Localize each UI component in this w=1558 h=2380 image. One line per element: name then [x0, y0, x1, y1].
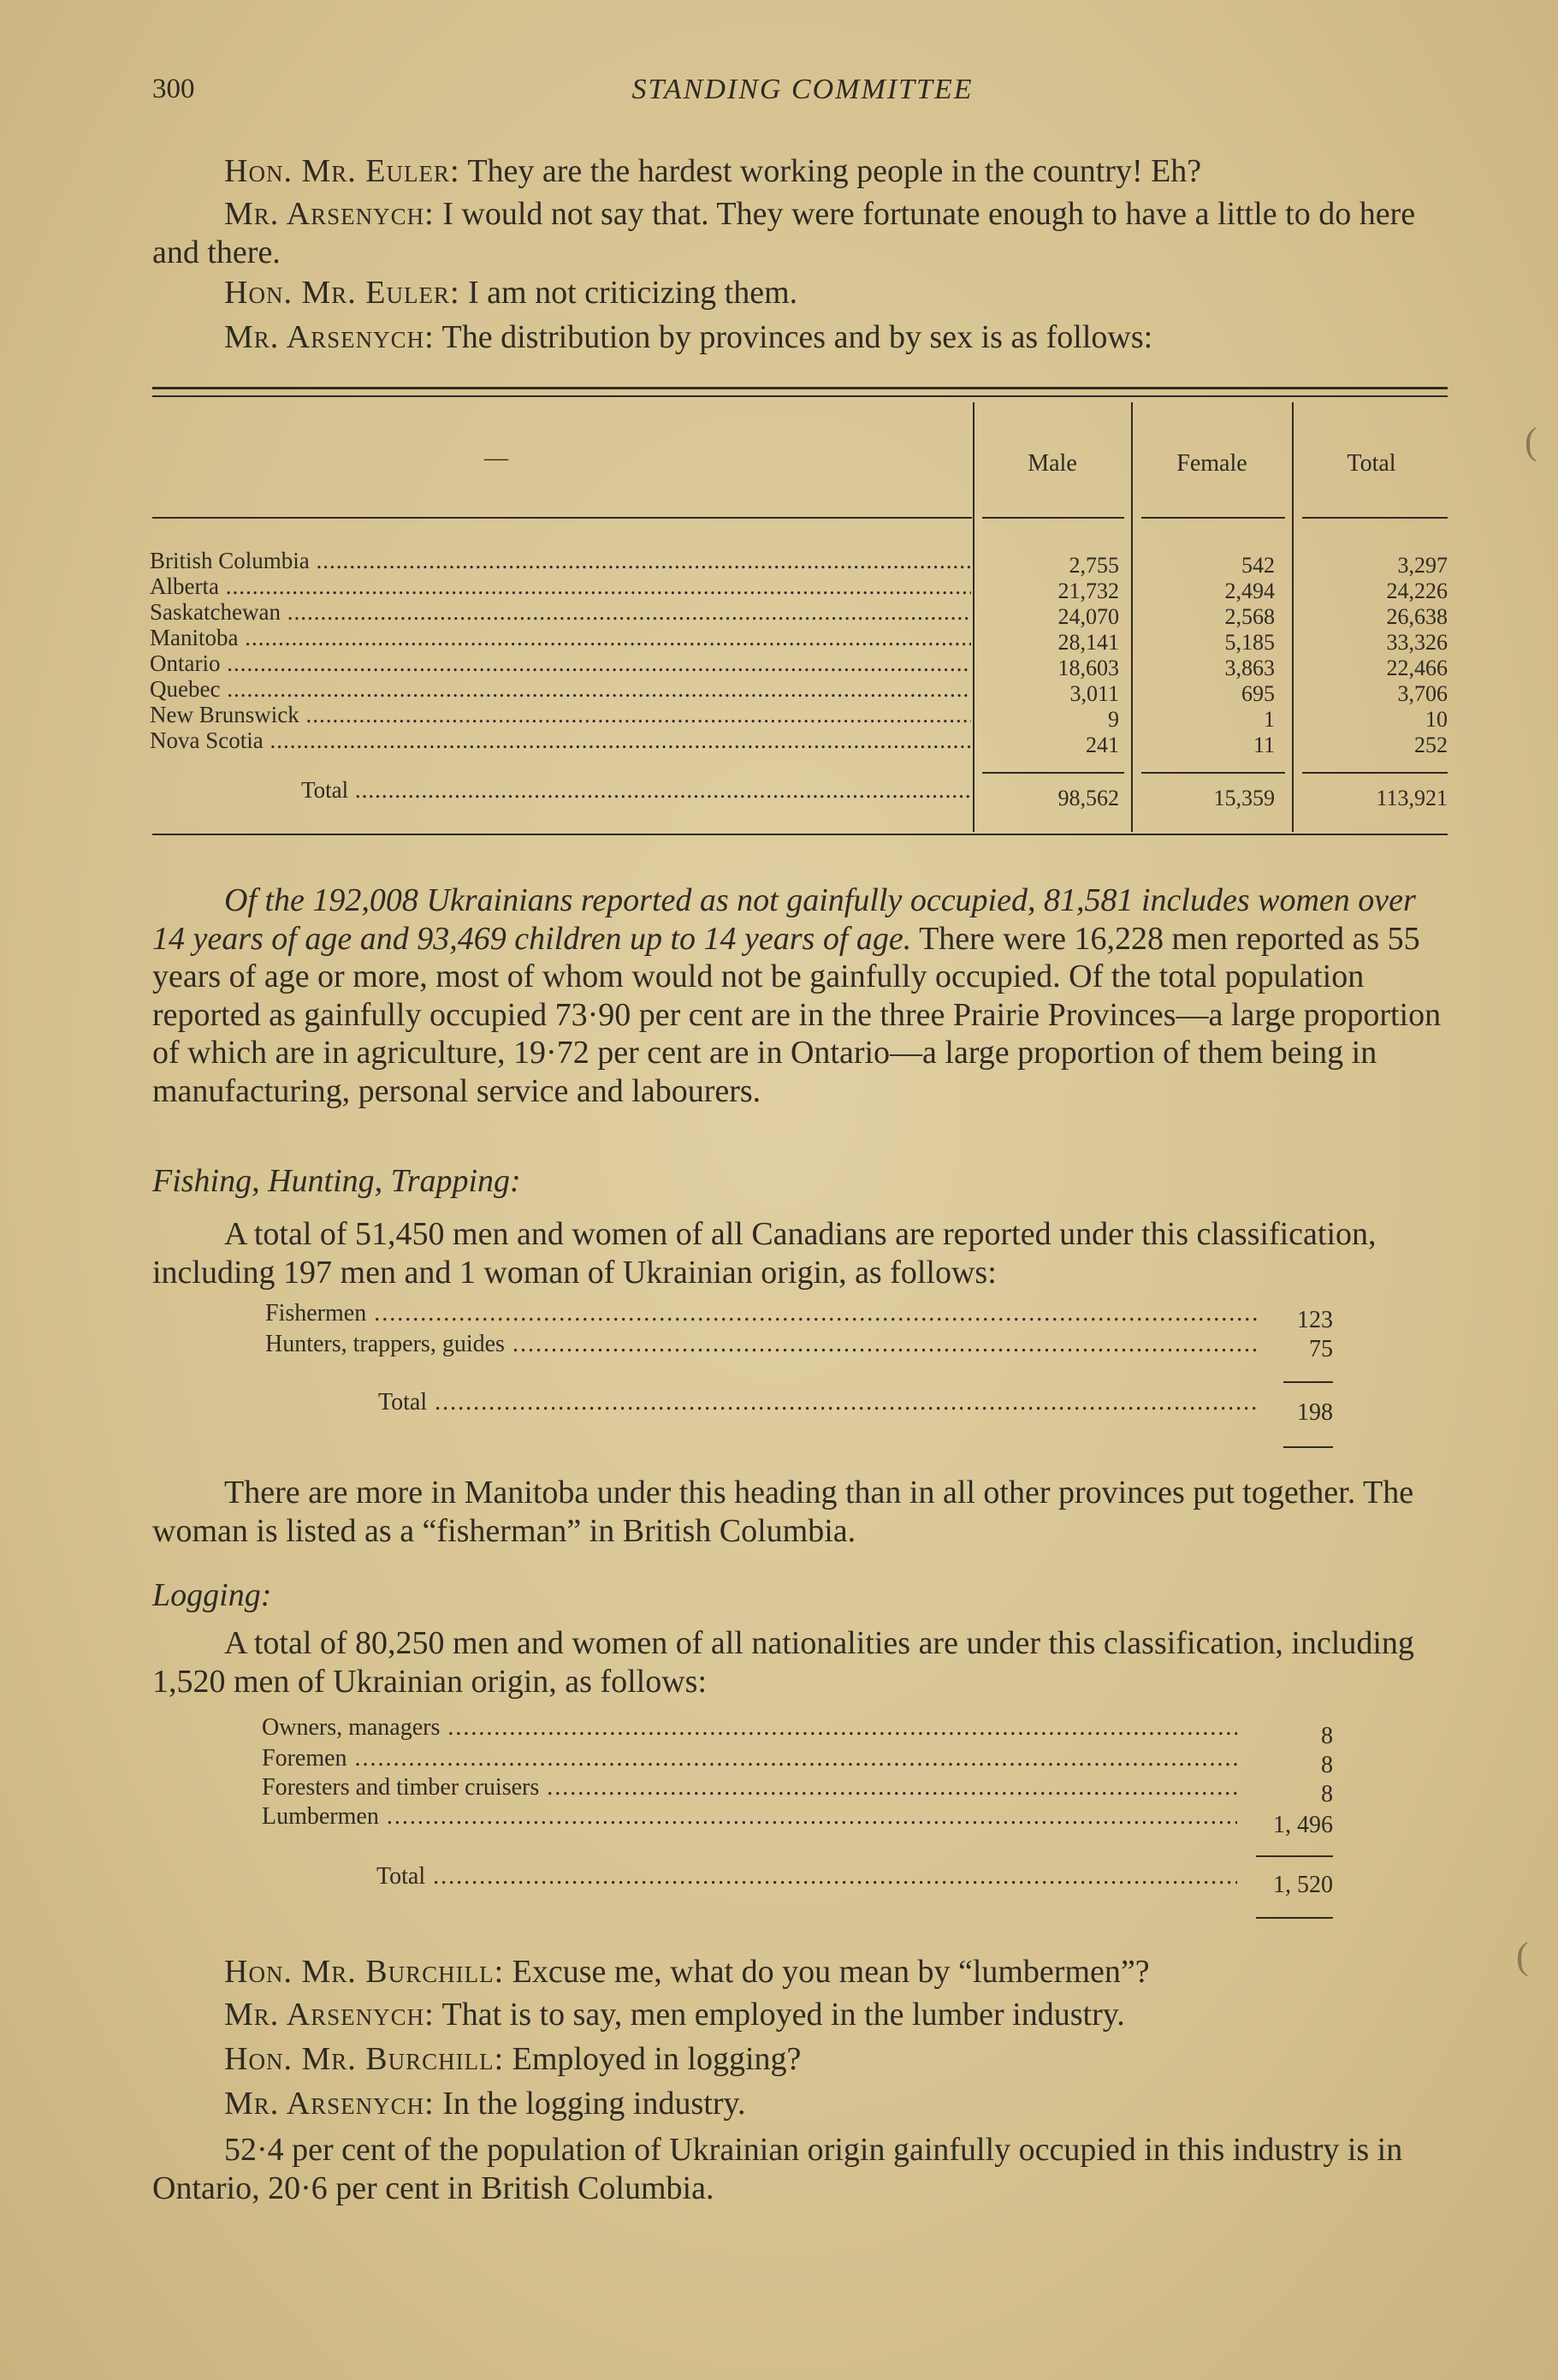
list-item-label: Lumbermen ..... [262, 1802, 1237, 1831]
table-top-rule-2 [152, 395, 1448, 397]
table-cell-female: 3,863 [1224, 656, 1275, 680]
fishing-after: There are more in Manitoba under this heading than in all other provinces put together. The woman is listed as a “fisherman” in British Columbia. [152, 1475, 1414, 1549]
speaker: Mr. Arsenych: [224, 2086, 435, 2122]
dialogue-line [152, 2085, 1446, 2123]
table-cell-total: 252 [1414, 733, 1448, 757]
speaker: Mr. Arsenych: [224, 319, 435, 355]
list-item-label: Owners, managers ..... [262, 1713, 1237, 1742]
dialogue-line [152, 152, 1446, 191]
column-divider [1292, 402, 1294, 832]
margin-stain-mark: ( [1516, 1935, 1529, 1977]
list-item-value: 8 [1321, 1752, 1333, 1778]
list-item-value: 1, 496 [1273, 1812, 1333, 1838]
table-cell-male: 3,011 [1069, 681, 1119, 706]
speaker: Hon. Mr. Euler: [224, 153, 460, 189]
italic-text: Of the 192,008 Ukrainians reported as not gainfully occupied, 81,581 includes women over 14 years of age and 93,469 children up to 14 years of age. [152, 882, 1416, 957]
table-cell-total: 33,326 [1386, 630, 1448, 655]
sum-rule-bottom [1256, 1917, 1333, 1919]
header-rule [1141, 517, 1285, 519]
table-row-label: Ontario ..... [150, 650, 971, 676]
table-row-label: Alberta ..... [150, 573, 971, 599]
section-heading-logging: Logging: [152, 1577, 272, 1613]
table-cell-total: 3,706 [1397, 681, 1448, 706]
table-cell-female: 542 [1241, 553, 1275, 578]
table-cell-female: 1 [1264, 707, 1275, 732]
stub-header: — [484, 445, 508, 472]
list-item-label: Fishermen ..... [265, 1299, 1258, 1328]
list-item-value: 75 [1309, 1336, 1333, 1362]
section-heading-fishing: Fishing, Hunting, Trapping: [152, 1163, 521, 1199]
table-cell-male: 21,732 [1057, 579, 1119, 603]
dialogue-line [152, 1953, 1446, 1991]
page-header [152, 74, 1453, 116]
table-top-rule [152, 387, 1448, 389]
table-row-label: New Brunswick ..... [150, 702, 971, 727]
speech: That is to say, men employed in the lumber industry. [434, 1997, 1125, 2033]
table-cell-male: 9 [1108, 707, 1119, 732]
list-item-value: 8 [1321, 1723, 1333, 1749]
header-rule [1302, 517, 1448, 519]
table-cell-male: 28,141 [1057, 630, 1119, 655]
table-row-label: British Columbia ..... [150, 548, 971, 573]
header-rule [152, 517, 972, 519]
list-item-label: Hunters, trappers, guides ..... [265, 1330, 1258, 1359]
table-cell-female: 11 [1253, 733, 1275, 757]
sum-rule-bottom [1283, 1446, 1333, 1448]
list-item-value: 123 [1297, 1307, 1333, 1333]
table-cell-male: 2,755 [1069, 553, 1119, 578]
speaker: Hon. Mr. Burchill: [224, 1954, 505, 1990]
speech: Excuse me, what do you mean by “lumbermen”? [504, 1954, 1150, 1990]
table-cell-male: 24,070 [1057, 604, 1119, 629]
speech: In the logging industry. [434, 2086, 746, 2122]
speaker: Hon. Mr. Euler: [224, 275, 460, 311]
fishing-intro: A total of 51,450 men and women of all Canadians are reported under this classification, including 197 men and 1 woman of Ukrainian origin, as follows: [152, 1216, 1377, 1291]
header-rule [982, 517, 1124, 519]
table-cell-total: 24,226 [1386, 579, 1448, 603]
table-cell-female: 2,494 [1224, 579, 1275, 603]
dialogue-line [152, 2040, 1446, 2079]
plain-text: There were 16,228 men reported as 55 years of age or more, most of whom would not be gainfully occupied. Of the total population reported as gainfully occupied 73·90 per cent are in the three Prairie Provinces—a large proportion of which are in agriculture, 19·72 per cent are in Ontario—a large proportion of them being in manufacturing, personal service and labourers. [152, 920, 1442, 1109]
page-number: 300 [152, 74, 195, 104]
speech: They are the hardest working people in the country! Eh? [459, 153, 1202, 189]
table-cell-male: 18,603 [1057, 656, 1119, 680]
paragraph-not-occupied [152, 881, 1446, 1110]
table-total-label: Total ..... [301, 777, 971, 803]
sum-rule [1256, 1855, 1333, 1857]
table-cell-total: 26,638 [1386, 604, 1448, 629]
logging-intro: A total of 80,250 men and women of all nationalities are under this classification, including 1,520 men of Ukrainian origin, as follows: [152, 1625, 1414, 1700]
list-total-value: 1, 520 [1273, 1872, 1333, 1898]
column-divider [973, 402, 974, 832]
column-divider [1131, 402, 1133, 832]
speech: I am not criticizing them. [459, 275, 798, 311]
dialogue-line [152, 318, 1446, 357]
sum-rule [1283, 1381, 1333, 1383]
table-cell-male: 241 [1086, 733, 1119, 757]
dialogue-line [152, 195, 1446, 272]
table-bottom-rule [152, 834, 1448, 835]
list-total-label: Total ..... [376, 1862, 1237, 1891]
table-total-total: 113,921 [1376, 786, 1448, 810]
speaker: Hon. Mr. Burchill: [224, 2041, 505, 2077]
table-row-label: Manitoba ..... [150, 625, 971, 650]
list-item-label: Foremen ..... [262, 1744, 1237, 1773]
table-total-male: 98,562 [1057, 786, 1119, 810]
list-item-label: Foresters and timber cruisers ..... [262, 1773, 1237, 1802]
list-total-value: 198 [1297, 1399, 1333, 1426]
dialogue-line [152, 1996, 1446, 2034]
table-total-female: 15,359 [1213, 786, 1275, 810]
table-row-label: Nova Scotia ..... [150, 727, 971, 753]
column-header-total: Total [1347, 450, 1396, 477]
table-cell-total: 3,297 [1397, 553, 1448, 578]
speaker: Mr. Arsenych: [224, 1997, 435, 2033]
speech: Employed in logging? [504, 2041, 802, 2077]
speech: I would not say that. They were fortunate enough to have a little to do here and there. [152, 196, 1416, 270]
dialogue-line [152, 274, 1446, 312]
subtotal-rule [1302, 772, 1448, 774]
table-cell-female: 5,185 [1224, 630, 1275, 655]
table-cell-female: 695 [1241, 681, 1275, 706]
list-total-label: Total ..... [378, 1388, 1258, 1417]
subtotal-rule [982, 772, 1124, 774]
table-cell-female: 2,568 [1224, 604, 1275, 629]
table-row-label: Saskatchewan ..... [150, 599, 971, 625]
table-cell-total: 22,466 [1386, 656, 1448, 680]
margin-stain-mark: ( [1525, 420, 1537, 462]
subtotal-rule [1141, 772, 1285, 774]
speech: The distribution by provinces and by sex is as follows: [434, 319, 1153, 355]
running-head: STANDING COMMITTEE [631, 74, 974, 105]
list-item-value: 8 [1321, 1781, 1333, 1807]
speaker: Mr. Arsenych: [224, 196, 435, 232]
final-paragraph: 52·4 per cent of the population of Ukrainian origin gainfully occupied in this industry is in Ontario, 20·6 per cent in British Columbia. [152, 2132, 1403, 2206]
column-header-male: Male [1028, 450, 1077, 477]
table-cell-total: 10 [1425, 707, 1448, 732]
column-header-female: Female [1176, 450, 1247, 477]
table-row-label: Quebec ..... [150, 676, 971, 702]
